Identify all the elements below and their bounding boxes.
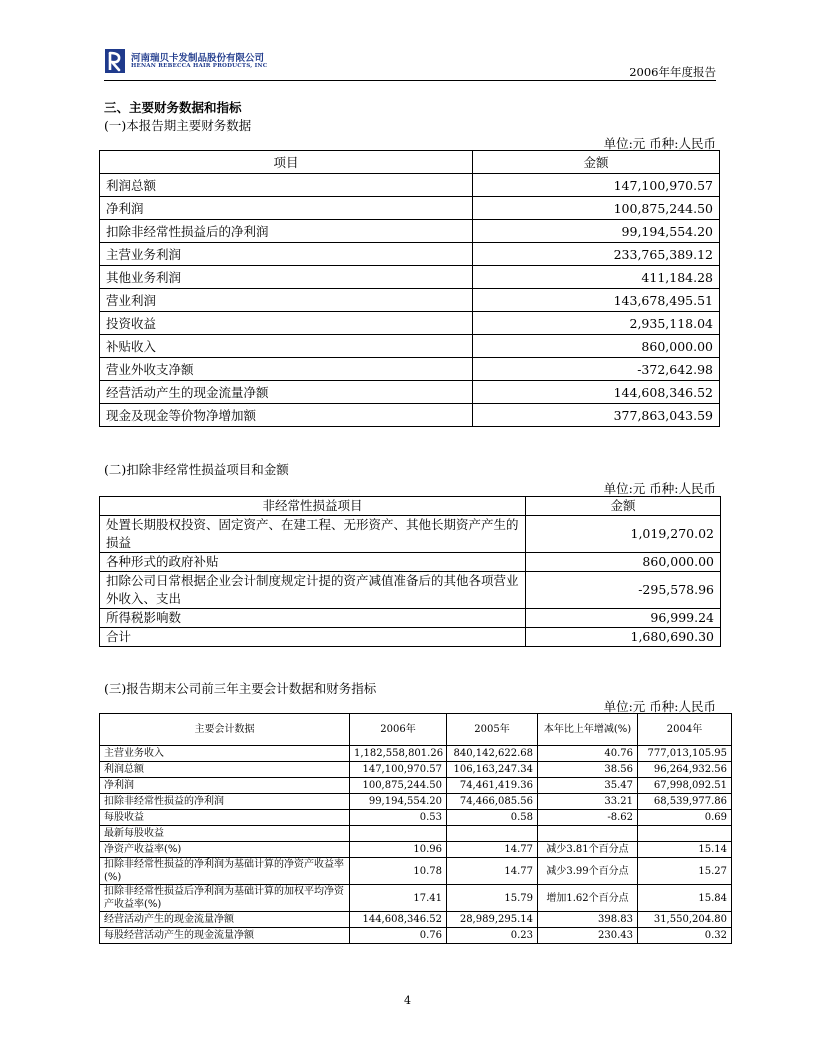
table-row xyxy=(100,404,720,427)
row-label-cell: 每股经营活动产生的现金流量净额 xyxy=(100,928,350,944)
column-header: 2006年 xyxy=(350,714,447,746)
column-header: 项目 xyxy=(100,151,473,174)
part3-unit: 单位:元 币种:人民币 xyxy=(603,699,716,714)
value-cell: 0.23 xyxy=(447,928,538,944)
table-row xyxy=(100,628,721,647)
row-label-cell: 处置长期股权投资、固定资产、在建工程、无形资产、其他长期资产产生的损益 xyxy=(100,516,526,553)
table-row xyxy=(100,381,720,404)
value-cell: 377,863,043.59 xyxy=(473,404,720,427)
table-row xyxy=(100,243,720,266)
table-row xyxy=(100,858,732,885)
table-row xyxy=(100,572,721,609)
value-cell: 860,000.00 xyxy=(526,553,721,572)
value-cell: 144,608,346.52 xyxy=(473,381,720,404)
part3-subtitle: (三)报告期末公司前三年主要会计数据和财务指标 xyxy=(104,681,377,696)
table-row xyxy=(100,810,732,826)
value-cell: 35.47 xyxy=(538,778,638,794)
table-header-row xyxy=(100,497,721,516)
row-label-cell: 最新每股收益 xyxy=(100,826,350,842)
value-cell: 74,461,419.36 xyxy=(447,778,538,794)
row-label-cell: 扣除公司日常根据企业会计制度规定计提的资产减值准备后的其他各项营业外收入、支出 xyxy=(100,572,526,609)
table-row xyxy=(100,174,720,197)
table-row xyxy=(100,358,720,381)
value-cell: 67,998,092.51 xyxy=(638,778,732,794)
row-label-cell: 营业外收支净额 xyxy=(100,358,473,381)
row-label-cell: 所得税影响数 xyxy=(100,609,526,628)
row-label-cell: 营业利润 xyxy=(100,289,473,312)
row-label-cell: 扣除非经常性损益后的净利润 xyxy=(100,220,473,243)
value-cell: 0.32 xyxy=(638,928,732,944)
value-cell: 74,466,085.56 xyxy=(447,794,538,810)
three-year-data-table xyxy=(99,713,732,944)
table-row xyxy=(100,885,732,912)
value-cell: 增加1.62个百分点 xyxy=(538,885,638,912)
value-cell: 1,680,690.30 xyxy=(526,628,721,647)
row-label-cell: 扣除非经常性损益的净利润为基础计算的净资产收益率(%) xyxy=(100,858,350,885)
company-name-en: HENAN REBECCA HAIR PRODUCTS, INC xyxy=(131,63,268,69)
row-label-cell: 净利润 xyxy=(100,197,473,220)
value-cell: 99,194,554.20 xyxy=(350,794,447,810)
value-cell: 2,935,118.04 xyxy=(473,312,720,335)
row-label-cell: 扣除非经常性损益的净利润 xyxy=(100,794,350,810)
table-row xyxy=(100,553,721,572)
row-label-cell: 主营业务利润 xyxy=(100,243,473,266)
part1-unit: 单位:元 币种:人民币 xyxy=(603,136,716,151)
row-label-cell: 经营活动产生的现金流量净额 xyxy=(100,912,350,928)
company-logo-icon xyxy=(104,48,126,74)
value-cell: 230.43 xyxy=(538,928,638,944)
table-row xyxy=(100,289,720,312)
non-recurring-items-table xyxy=(99,496,721,647)
value-cell: 减少3.81个百分点 xyxy=(538,842,638,858)
table-row xyxy=(100,746,732,762)
table-row xyxy=(100,762,732,778)
table-row xyxy=(100,197,720,220)
value-cell: 15.84 xyxy=(638,885,732,912)
value-cell: 96,264,932.56 xyxy=(638,762,732,778)
column-header: 金额 xyxy=(526,497,721,516)
value-cell: 100,875,244.50 xyxy=(350,778,447,794)
table-row xyxy=(100,826,732,842)
value-cell: 15.27 xyxy=(638,858,732,885)
row-label-cell: 净资产收益率(%) xyxy=(100,842,350,858)
page-header xyxy=(104,46,716,81)
row-label-cell: 主营业务收入 xyxy=(100,746,350,762)
table-row xyxy=(100,220,720,243)
value-cell: 15.14 xyxy=(638,842,732,858)
value-cell: 0.53 xyxy=(350,810,447,826)
section-title: 三、主要财务数据和指标 xyxy=(104,100,242,115)
table-row xyxy=(100,928,732,944)
row-label-cell: 经营活动产生的现金流量净额 xyxy=(100,381,473,404)
value-cell: 68,539,977.86 xyxy=(638,794,732,810)
value-cell xyxy=(638,826,732,842)
value-cell: 398.83 xyxy=(538,912,638,928)
value-cell: -8.62 xyxy=(538,810,638,826)
row-label-cell: 利润总额 xyxy=(100,174,473,197)
report-title: 2006年年度报告 xyxy=(629,65,716,79)
value-cell: -372,642.98 xyxy=(473,358,720,381)
table-header-row xyxy=(100,151,720,174)
page-number: 4 xyxy=(404,994,411,1007)
row-label-cell: 投资收益 xyxy=(100,312,473,335)
value-cell: 860,000.00 xyxy=(473,335,720,358)
value-cell: 144,608,346.52 xyxy=(350,912,447,928)
value-cell: 38.56 xyxy=(538,762,638,778)
value-cell: -295,578.96 xyxy=(526,572,721,609)
value-cell: 233,765,389.12 xyxy=(473,243,720,266)
table-row xyxy=(100,266,720,289)
value-cell: 99,194,554.20 xyxy=(473,220,720,243)
table-row xyxy=(100,516,721,553)
part2-unit: 单位:元 币种:人民币 xyxy=(603,481,716,496)
value-cell: 143,678,495.51 xyxy=(473,289,720,312)
value-cell: 31,550,204.80 xyxy=(638,912,732,928)
value-cell: 100,875,244.50 xyxy=(473,197,720,220)
value-cell: 96,999.24 xyxy=(526,609,721,628)
value-cell: 1,182,558,801.26 xyxy=(350,746,447,762)
table-header-row xyxy=(100,714,732,746)
row-label-cell: 各种形式的政府补贴 xyxy=(100,553,526,572)
table-row xyxy=(100,794,732,810)
row-label-cell: 其他业务利润 xyxy=(100,266,473,289)
column-header: 2004年 xyxy=(638,714,732,746)
value-cell: 15.79 xyxy=(447,885,538,912)
row-label-cell: 合计 xyxy=(100,628,526,647)
value-cell: 411,184.28 xyxy=(473,266,720,289)
value-cell: 147,100,970.57 xyxy=(350,762,447,778)
row-label-cell: 现金及现金等价物净增加额 xyxy=(100,404,473,427)
value-cell: 14.77 xyxy=(447,842,538,858)
table-row xyxy=(100,912,732,928)
value-cell: 0.58 xyxy=(447,810,538,826)
value-cell: 减少3.99个百分点 xyxy=(538,858,638,885)
table-row xyxy=(100,778,732,794)
value-cell: 1,019,270.02 xyxy=(526,516,721,553)
value-cell: 14.77 xyxy=(447,858,538,885)
value-cell: 106,163,247.34 xyxy=(447,762,538,778)
value-cell: 147,100,970.57 xyxy=(473,174,720,197)
value-cell: 0.76 xyxy=(350,928,447,944)
column-header: 本年比上年增减(%) xyxy=(538,714,638,746)
row-label-cell: 每股收益 xyxy=(100,810,350,826)
value-cell: 777,013,105.95 xyxy=(638,746,732,762)
value-cell: 28,989,295.14 xyxy=(447,912,538,928)
table-row xyxy=(100,335,720,358)
row-label-cell: 扣除非经常性损益后净利润为基础计算的加权平均净资产收益率(%) xyxy=(100,885,350,912)
value-cell: 40.76 xyxy=(538,746,638,762)
column-header: 金额 xyxy=(473,151,720,174)
value-cell: 0.69 xyxy=(638,810,732,826)
company-name-cn: 河南瑞贝卡发制品股份有限公司 xyxy=(131,53,265,64)
main-financial-data-table xyxy=(99,150,720,427)
value-cell: 17.41 xyxy=(350,885,447,912)
part2-subtitle: (二)扣除非经常性损益项目和金额 xyxy=(104,462,289,477)
table-row xyxy=(100,609,721,628)
value-cell: 10.78 xyxy=(350,858,447,885)
value-cell xyxy=(538,826,638,842)
value-cell xyxy=(447,826,538,842)
value-cell: 840,142,622.68 xyxy=(447,746,538,762)
column-header: 非经常性损益项目 xyxy=(100,497,526,516)
table-row xyxy=(100,312,720,335)
row-label-cell: 补贴收入 xyxy=(100,335,473,358)
column-header: 2005年 xyxy=(447,714,538,746)
row-label-cell: 净利润 xyxy=(100,778,350,794)
part1-subtitle: (一)本报告期主要财务数据 xyxy=(104,118,252,133)
column-header: 主要会计数据 xyxy=(100,714,350,746)
table-row xyxy=(100,842,732,858)
value-cell: 33.21 xyxy=(538,794,638,810)
value-cell xyxy=(350,826,447,842)
row-label-cell: 利润总额 xyxy=(100,762,350,778)
value-cell: 10.96 xyxy=(350,842,447,858)
